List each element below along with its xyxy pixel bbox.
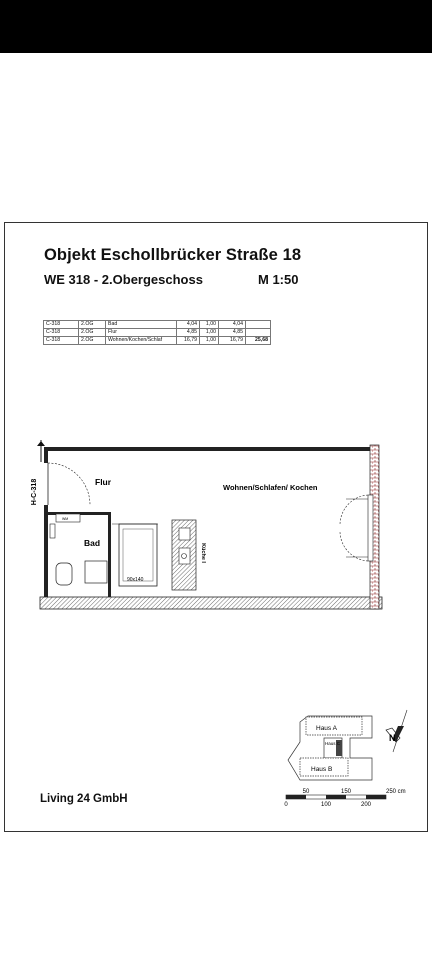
window-opening — [368, 495, 373, 561]
section-arrow-icon — [37, 441, 45, 446]
section-marker-label: H-C-318 — [31, 478, 38, 506]
scale-bottom-100: 100 — [320, 802, 332, 808]
cell-net: 16,79 — [219, 337, 246, 345]
cell-room: Wohnen/Kochen/Schlaf — [106, 337, 177, 345]
cell-area: 16,79 — [177, 337, 200, 345]
scale-label: M 1:50 — [258, 272, 299, 287]
scale-bottom-0: 0 — [284, 802, 288, 808]
shower-size-label: 90x140 — [127, 577, 144, 583]
wall-bottom — [40, 597, 382, 609]
cell-floor: 2.OG — [79, 329, 106, 337]
north-label: N — [389, 733, 396, 743]
wall-left-upper — [44, 451, 48, 463]
cell-factor: 1,00 — [200, 337, 219, 345]
page-title: Objekt Eschollbrücker Straße 18 — [44, 246, 302, 264]
toilet — [56, 563, 72, 585]
scale-top-250: 250 cm — [386, 789, 406, 795]
kitchen-fridge — [179, 528, 190, 540]
door-swing — [48, 463, 90, 505]
cell-total: 25,68 — [246, 337, 271, 345]
wohnen-label: Wohnen/Schlafen/ Kochen — [223, 483, 318, 492]
flur-label: Flur — [95, 477, 112, 487]
haus-c-label: Haus C — [325, 741, 341, 746]
scale-top-50: 50 — [302, 789, 310, 795]
cell-id: C-318 — [44, 321, 79, 329]
cell-id: C-318 — [44, 337, 79, 345]
cell-id: C-318 — [44, 329, 79, 337]
cell-area: 4,85 — [177, 329, 200, 337]
wm-label: WM — [62, 517, 69, 521]
scale-bottom-200: 200 — [360, 802, 372, 808]
bad-label: Bad — [84, 538, 101, 548]
cell-room: Flur — [106, 329, 177, 337]
sink — [50, 524, 55, 538]
haus-b-label: Haus B — [311, 766, 333, 773]
washbasin — [85, 561, 107, 583]
cell-floor: 2.OG — [79, 321, 106, 329]
cell-factor: 1,00 — [200, 329, 219, 337]
unit-label: WE 318 - 2.Obergeschoss — [44, 272, 203, 287]
cell-factor: 1,00 — [200, 321, 219, 329]
kitchen-sink — [179, 548, 190, 564]
scale-bar — [286, 795, 386, 799]
haus-a-label: Haus A — [316, 725, 337, 732]
balcony-door-swing-top — [340, 495, 368, 525]
cell-net: 4,85 — [219, 329, 246, 337]
kitchen-label: Küche I — [200, 543, 206, 563]
bath-wall-right — [108, 512, 111, 597]
cell-room: Bad — [106, 321, 177, 329]
cell-floor: 2.OG — [79, 337, 106, 345]
wall-left-lower — [44, 505, 48, 597]
balcony-door-swing-bottom — [340, 531, 368, 561]
scale-top-150: 150 — [340, 789, 352, 795]
cell-net: 4,04 — [219, 321, 246, 329]
company-name: Living 24 GmbH — [40, 793, 128, 805]
wall-top — [44, 447, 374, 451]
cell-area: 4,04 — [177, 321, 200, 329]
